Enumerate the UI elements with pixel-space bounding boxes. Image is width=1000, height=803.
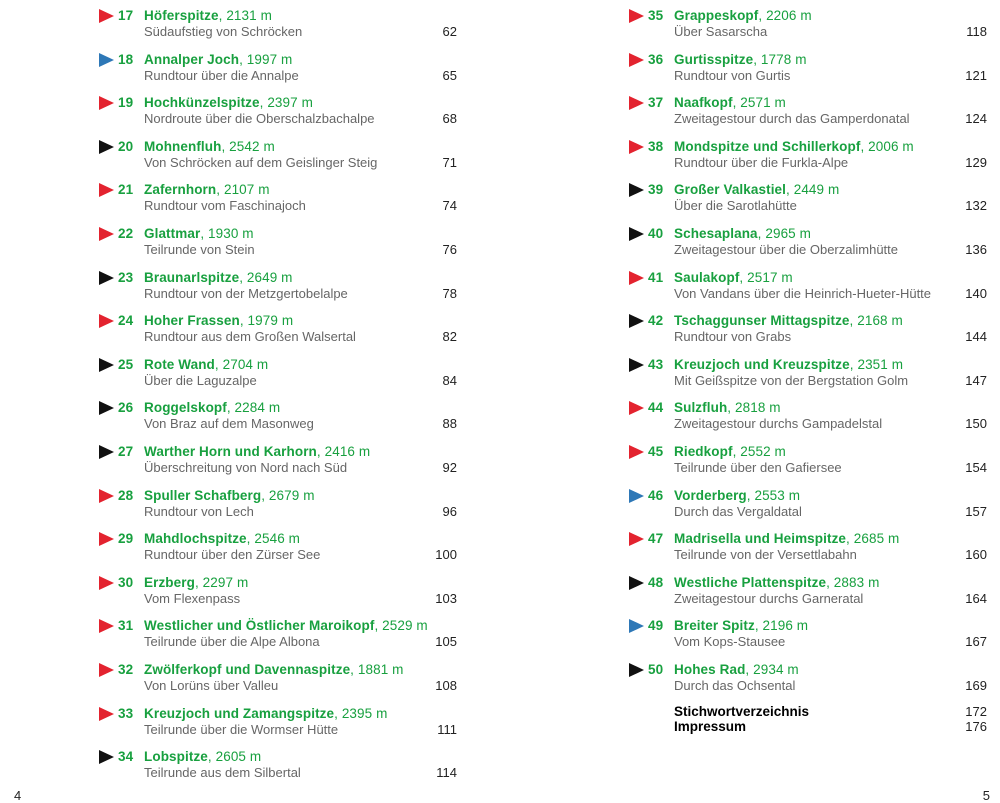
tour-title — [674, 575, 879, 590]
tour-number: 30 — [118, 574, 134, 590]
tour-elevation: , 2206 m — [758, 8, 812, 23]
difficulty-triangle-icon — [629, 271, 644, 285]
tour-title — [144, 706, 387, 721]
tour-number: 21 — [118, 182, 134, 198]
difficulty-triangle-icon — [629, 619, 644, 633]
tour-page-number: 88 — [442, 416, 457, 432]
tour-number: 24 — [118, 313, 134, 329]
tour-page-number: 111 — [437, 721, 457, 737]
tour-name: Braunarlspitze — [144, 269, 240, 285]
tour-title — [674, 488, 800, 503]
tour-page-number: 76 — [442, 242, 457, 257]
tour-subtitle: Rundtour über den Zürser See — [144, 547, 321, 563]
tour-page-number: 71 — [442, 154, 457, 170]
toc-entry[interactable] — [626, 178, 992, 218]
toc-entry[interactable] — [626, 527, 992, 567]
tour-subtitle: Nordroute über die Oberschalzbachalpe — [144, 111, 375, 127]
tour-name: Naafkopf — [674, 95, 733, 111]
tour-title — [144, 357, 268, 372]
tour-number: 48 — [648, 574, 664, 590]
tour-name: Gurtisspitze — [674, 51, 754, 67]
toc-entry[interactable] — [626, 4, 992, 44]
tour-name: Hochkünzelspitze — [144, 95, 260, 111]
tour-page-number: 118 — [966, 24, 987, 39]
tour-name: Sulzfluh — [674, 400, 728, 416]
tour-subtitle: Rundtour von Gurtis — [674, 67, 791, 83]
tour-title — [674, 400, 781, 415]
tour-title — [674, 270, 793, 285]
tour-number: 47 — [648, 531, 664, 547]
tour-subtitle: Von Lorüns über Valleu — [144, 678, 279, 693]
difficulty-triangle-icon — [99, 9, 114, 23]
extra-page-number: 176 — [965, 719, 987, 734]
tour-name: Erzberg — [144, 574, 195, 590]
tour-name: Madrisella und Heimspitze — [674, 531, 847, 547]
tour-number: 37 — [648, 95, 664, 111]
toc-entry[interactable] — [626, 266, 992, 306]
tour-number: 18 — [118, 51, 134, 67]
toc-entry[interactable] — [96, 309, 462, 349]
tour-elevation: , 2351 m — [849, 356, 904, 372]
tour-name: Rote Wand — [144, 356, 215, 372]
tour-elevation: , 2397 m — [259, 95, 313, 111]
tour-page-number: 154 — [965, 460, 987, 475]
tour-subtitle: Südaufstieg von Schröcken — [144, 24, 303, 39]
tour-name: Schesaplana — [674, 226, 758, 241]
difficulty-triangle-icon — [629, 489, 644, 503]
tour-name: Glattmar — [144, 226, 201, 241]
tour-number: 35 — [648, 8, 664, 23]
tour-elevation: , 2883 m — [826, 574, 880, 590]
tour-name: Zafernhorn — [144, 182, 217, 198]
toc-entry[interactable] — [626, 614, 992, 654]
tour-number: 33 — [118, 705, 134, 721]
difficulty-triangle-icon — [99, 489, 114, 503]
tour-subtitle: Zweitagestour durchs Gampadelstal — [674, 416, 883, 432]
tour-subtitle: Zweitagestour durchs Garneratal — [674, 590, 864, 606]
page-number-right: 5 — [982, 788, 990, 803]
toc-entry[interactable] — [626, 440, 992, 480]
difficulty-triangle-icon — [629, 576, 644, 590]
tour-subtitle: Über die Sarotlahütte — [674, 198, 797, 214]
tour-name: Hoher Frassen — [144, 313, 240, 329]
tour-title — [144, 575, 248, 590]
tour-title — [144, 749, 261, 764]
tour-subtitle: Überschreitung von Nord nach Süd — [144, 460, 348, 475]
tour-number: 39 — [648, 182, 664, 198]
difficulty-triangle-icon — [629, 96, 644, 110]
extra-label: Impressum — [674, 719, 747, 734]
tour-page-number: 147 — [965, 372, 987, 388]
tour-title — [674, 531, 899, 546]
toc-entry[interactable] — [96, 396, 462, 436]
tour-number: 17 — [118, 8, 134, 23]
tour-title — [674, 662, 799, 677]
tour-elevation: , 2818 m — [727, 400, 781, 416]
tour-title — [144, 139, 275, 154]
tour-name: Westliche Plattenspitze — [674, 574, 827, 590]
tour-elevation: , 1881 m — [350, 662, 404, 677]
tour-title — [144, 444, 370, 459]
tour-title — [144, 8, 272, 23]
tour-name: Grappeskopf — [674, 8, 759, 23]
tour-number: 45 — [648, 444, 664, 459]
tour-subtitle: Teilrunde von Stein — [144, 242, 255, 257]
difficulty-triangle-icon — [629, 227, 644, 241]
tour-elevation: , 2196 m — [754, 618, 809, 634]
tour-title — [674, 357, 903, 372]
tour-elevation: , 2965 m — [757, 226, 811, 241]
toc-entry[interactable] — [626, 353, 992, 393]
difficulty-triangle-icon — [99, 401, 114, 415]
page-number-left: 4 — [14, 788, 22, 803]
difficulty-triangle-icon — [629, 532, 644, 546]
tour-page-number: 164 — [965, 590, 987, 606]
tour-subtitle: Zweitagestour durch das Gamperdonatal — [674, 111, 910, 127]
tour-number: 29 — [118, 531, 134, 547]
tour-subtitle: Durch das Ochsental — [674, 678, 796, 693]
toc-entry[interactable] — [626, 658, 992, 698]
tour-subtitle: Vom Flexenpass — [144, 590, 241, 606]
toc-entry[interactable] — [626, 571, 992, 611]
tour-elevation: , 2546 m — [246, 531, 301, 547]
toc-entry[interactable] — [96, 484, 462, 524]
tour-number: 42 — [648, 313, 664, 329]
tour-name: Großer Valkastiel — [674, 182, 787, 198]
tour-elevation: , 2542 m — [221, 138, 275, 154]
tour-number: 19 — [118, 95, 134, 111]
tour-title — [674, 182, 839, 197]
tour-page-number: 92 — [442, 460, 457, 475]
tour-subtitle: Teilrunde über die Alpe Albona — [144, 634, 320, 650]
tour-number: 40 — [648, 226, 664, 241]
extra-page-number: 172 — [965, 704, 987, 719]
difficulty-triangle-icon — [99, 140, 114, 154]
tour-subtitle: Rundtour über die Annalpe — [144, 67, 299, 83]
tour-subtitle: Teilrunde über die Wormser Hütte — [144, 721, 339, 737]
tour-page-number: 65 — [442, 67, 457, 83]
tour-name: Breiter Spitz — [674, 618, 755, 634]
difficulty-triangle-icon — [99, 183, 114, 197]
tour-name: Höferspitze — [144, 8, 219, 23]
tour-page-number: 157 — [965, 503, 987, 519]
tour-elevation: , 2571 m — [732, 95, 786, 111]
tour-subtitle: Rundtour vom Faschinajoch — [144, 198, 306, 214]
tour-number: 23 — [118, 269, 134, 285]
tour-subtitle: Zweitagestour über die Oberzalimhütte — [674, 242, 899, 257]
tour-number: 49 — [648, 618, 664, 634]
difficulty-triangle-icon — [629, 53, 644, 67]
tour-page-number: 78 — [442, 285, 457, 301]
tour-number: 20 — [118, 138, 134, 154]
tour-elevation: , 1930 m — [200, 226, 254, 241]
tour-subtitle: Rundtour von der Metzgertobelalpe — [144, 285, 348, 301]
tour-elevation: , 1997 m — [239, 51, 293, 67]
difficulty-triangle-icon — [629, 140, 644, 154]
tour-page-number: 114 — [436, 765, 457, 781]
toc-entry[interactable] — [626, 48, 992, 88]
tour-name: Annalper Joch — [144, 51, 240, 67]
tour-name: Mohnenfluh — [144, 138, 222, 154]
tour-elevation: , 1778 m — [753, 51, 807, 67]
difficulty-triangle-icon — [99, 227, 114, 241]
tour-name: Tschaggunser Mittagspitze — [674, 313, 850, 329]
tour-title — [674, 618, 808, 633]
tour-page-number: 121 — [965, 67, 987, 83]
tour-page-number: 160 — [965, 547, 987, 563]
tour-page-number: 140 — [965, 285, 987, 301]
tour-subtitle: Von Braz auf dem Masonweg — [144, 416, 314, 432]
tour-page-number: 136 — [965, 242, 987, 257]
tour-title — [674, 139, 914, 154]
tour-number: 50 — [648, 662, 664, 677]
tour-elevation: , 2552 m — [732, 444, 786, 459]
tour-page-number: 100 — [435, 547, 457, 563]
tour-name: Zwölferkopf und Davennaspitze — [144, 662, 351, 677]
tour-name: Mahdlochspitze — [144, 531, 247, 547]
toc-entry[interactable] — [96, 353, 462, 393]
tour-elevation: , 2934 m — [745, 662, 799, 677]
toc-entry[interactable] — [96, 91, 462, 131]
tour-page-number: 74 — [442, 198, 457, 214]
difficulty-triangle-icon — [99, 271, 114, 285]
tour-number: 31 — [118, 618, 134, 634]
tour-elevation: , 2517 m — [739, 269, 793, 285]
difficulty-triangle-icon — [99, 53, 114, 67]
toc-entry[interactable] — [96, 571, 462, 611]
tour-number: 46 — [648, 487, 664, 503]
tour-page-number: 82 — [442, 329, 457, 345]
tour-elevation: , 2168 m — [849, 313, 903, 329]
tour-number: 41 — [648, 269, 664, 285]
difficulty-triangle-icon — [629, 314, 644, 328]
tour-subtitle: Von Vandans über die Heinrich-Hueter-Hütte — [674, 285, 932, 301]
tour-name: Kreuzjoch und Zamangspitze — [144, 705, 335, 721]
tour-subtitle: Rundtour von Grabs — [674, 329, 792, 345]
tour-elevation: , 2006 m — [860, 138, 914, 154]
tour-elevation: , 2449 m — [786, 182, 840, 198]
tour-page-number: 62 — [442, 24, 457, 39]
toc-entry[interactable] — [96, 135, 462, 175]
tour-elevation: , 1979 m — [239, 313, 294, 329]
tour-name: Vorderberg — [674, 487, 747, 503]
tour-page-number: 169 — [965, 678, 987, 693]
tour-title — [144, 313, 293, 328]
difficulty-triangle-icon — [629, 9, 644, 23]
tour-number: 26 — [118, 400, 134, 416]
tour-elevation: , 2605 m — [207, 749, 262, 765]
tour-name: Lobspitze — [144, 749, 208, 765]
tour-name: Westlicher und Östlicher Maroikopf — [144, 618, 375, 634]
tour-elevation: , 2107 m — [216, 182, 270, 198]
difficulty-triangle-icon — [629, 183, 644, 197]
toc-entry[interactable] — [626, 396, 992, 436]
toc-entry[interactable] — [626, 484, 992, 524]
tour-page-number: 167 — [965, 634, 987, 650]
difficulty-triangle-icon — [629, 445, 644, 459]
tour-title — [674, 226, 811, 241]
toc-entry[interactable] — [96, 527, 462, 567]
tour-title — [144, 618, 428, 633]
difficulty-triangle-icon — [99, 663, 114, 677]
tour-name: Saulakopf — [674, 269, 740, 285]
tour-page-number: 105 — [435, 634, 457, 650]
tour-title — [144, 52, 292, 67]
tour-subtitle: Von Schröcken auf dem Geislinger Steig — [144, 154, 378, 170]
tour-title — [144, 662, 404, 677]
tour-number: 32 — [118, 662, 134, 677]
tour-number: 43 — [648, 356, 664, 372]
tour-page-number: 84 — [442, 372, 457, 388]
tour-elevation: , 2529 m — [374, 618, 428, 634]
tour-number: 27 — [118, 444, 134, 459]
tour-title — [674, 444, 786, 459]
tour-page-number: 150 — [965, 416, 987, 432]
tour-title — [144, 182, 270, 197]
tour-subtitle: Durch das Vergaldatal — [674, 503, 802, 519]
imprint-entry[interactable] — [626, 719, 992, 737]
tour-elevation: , 2649 m — [239, 269, 293, 285]
tour-page-number: 68 — [442, 111, 457, 127]
toc-entry[interactable] — [96, 440, 462, 480]
toc-entry[interactable] — [626, 91, 992, 131]
tour-subtitle: Teilrunde aus dem Silbertal — [144, 765, 301, 781]
tour-page-number: 96 — [442, 503, 457, 519]
tour-elevation: , 2284 m — [226, 400, 281, 416]
tour-number: 28 — [118, 487, 134, 503]
tour-title — [674, 95, 786, 110]
tour-page-number: 124 — [965, 111, 987, 127]
tour-title — [144, 270, 293, 285]
toc-entry[interactable] — [96, 658, 462, 698]
tour-title — [674, 313, 903, 328]
tour-page-number: 108 — [435, 678, 457, 693]
difficulty-triangle-icon — [99, 358, 114, 372]
toc-entry[interactable] — [626, 135, 992, 175]
toc-entry[interactable] — [96, 702, 462, 742]
tour-subtitle: Rundtour aus dem Großen Walsertal — [144, 329, 356, 345]
toc-entry[interactable] — [96, 48, 462, 88]
difficulty-triangle-icon — [99, 532, 114, 546]
toc-entry[interactable] — [626, 309, 992, 349]
toc-entry[interactable] — [96, 266, 462, 306]
tour-name: Spuller Schafberg — [144, 487, 262, 503]
tour-title — [144, 226, 254, 241]
tour-name: Warther Horn und Karhorn — [144, 444, 317, 459]
difficulty-triangle-icon — [629, 358, 644, 372]
tour-title — [144, 400, 280, 415]
difficulty-triangle-icon — [99, 619, 114, 633]
tour-elevation: , 2395 m — [334, 705, 388, 721]
tour-page-number: 132 — [965, 198, 987, 214]
difficulty-triangle-icon — [629, 663, 644, 677]
tour-name: Hohes Rad — [674, 662, 746, 677]
tour-subtitle: Teilrunde von der Versettlabahn — [674, 547, 857, 563]
toc-entry[interactable] — [96, 614, 462, 654]
difficulty-triangle-icon — [99, 750, 114, 764]
tour-number: 25 — [118, 356, 134, 372]
tour-number: 34 — [118, 749, 134, 765]
tour-subtitle: Rundtour von Lech — [144, 503, 254, 519]
difficulty-triangle-icon — [99, 707, 114, 721]
tour-subtitle: Mit Geißspitze von der Bergstation Golm — [674, 372, 909, 388]
tour-title — [144, 531, 300, 546]
tour-elevation: , 2416 m — [316, 444, 371, 459]
difficulty-triangle-icon — [99, 96, 114, 110]
tour-name: Kreuzjoch und Kreuzspitze — [674, 356, 850, 372]
tour-page-number: 103 — [435, 590, 457, 606]
difficulty-triangle-icon — [629, 401, 644, 415]
tour-elevation: , 2704 m — [214, 356, 269, 372]
toc-entry[interactable] — [96, 222, 462, 262]
tour-page-number: 129 — [965, 154, 987, 170]
tour-title — [144, 488, 315, 503]
tour-title — [674, 8, 812, 23]
tour-elevation: , 2131 m — [218, 8, 272, 23]
tour-elevation: , 2679 m — [261, 487, 315, 503]
tour-name: Roggelskopf — [144, 400, 227, 416]
tour-subtitle: Vom Kops-Stausee — [674, 634, 786, 650]
tour-subtitle: Rundtour über die Furkla-Alpe — [674, 154, 849, 170]
tour-elevation: , 2685 m — [846, 531, 900, 547]
tour-elevation: , 2297 m — [194, 574, 249, 590]
tour-name: Riedkopf — [674, 444, 733, 459]
difficulty-triangle-icon — [99, 314, 114, 328]
tour-page-number: 144 — [965, 329, 987, 345]
tour-number: 36 — [648, 51, 664, 67]
tour-number: 38 — [648, 138, 664, 154]
tour-subtitle: Über die Laguzalpe — [144, 372, 257, 388]
extra-label: Stichwortverzeichnis — [674, 704, 810, 719]
tour-number: 44 — [648, 400, 664, 416]
difficulty-triangle-icon — [99, 445, 114, 459]
toc-entry[interactable] — [96, 4, 462, 44]
toc-entry[interactable] — [96, 178, 462, 218]
tour-title — [674, 52, 807, 67]
toc-entry[interactable] — [626, 222, 992, 262]
tour-subtitle: Teilrunde über den Gafiersee — [674, 460, 842, 475]
tour-elevation: , 2553 m — [746, 487, 801, 503]
difficulty-triangle-icon — [99, 576, 114, 590]
tour-name: Mondspitze und Schillerkopf — [674, 138, 861, 154]
tour-title — [144, 95, 313, 110]
toc-entry[interactable] — [96, 745, 462, 785]
tour-subtitle: Über Sasarscha — [674, 24, 768, 39]
tour-number: 22 — [118, 226, 134, 241]
